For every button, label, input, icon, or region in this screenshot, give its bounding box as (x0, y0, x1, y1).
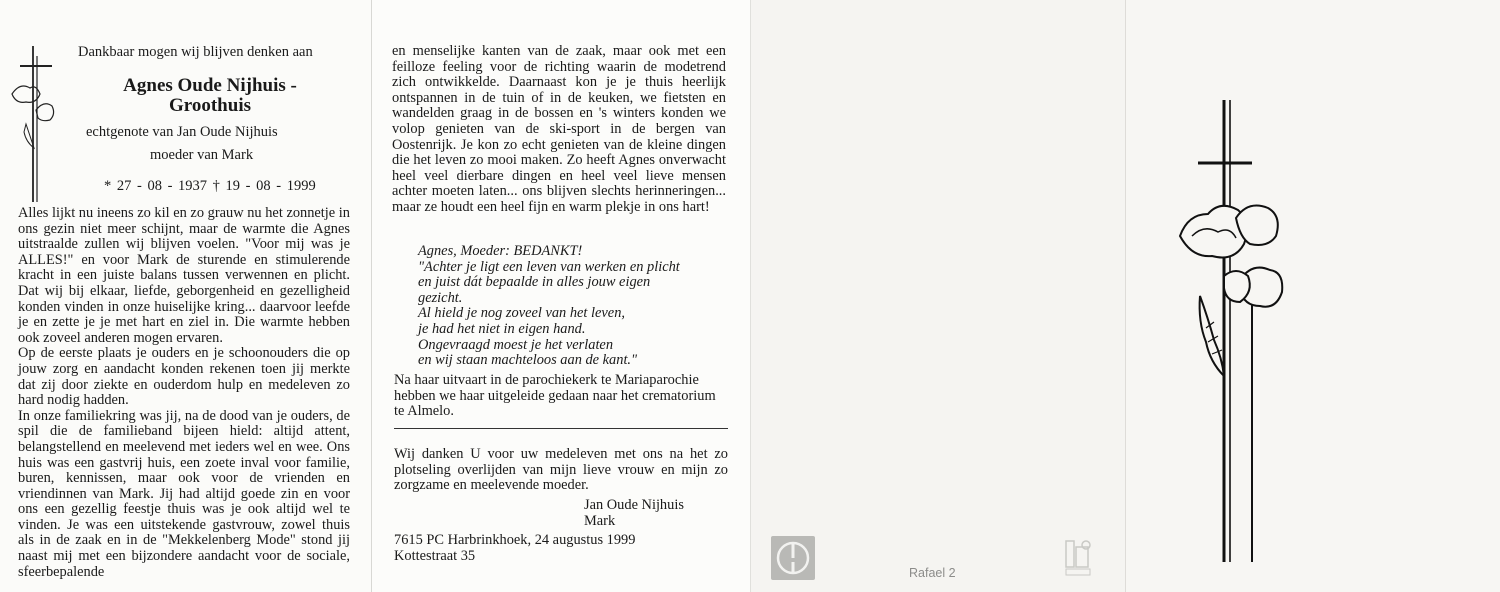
relation-mother: moeder van Mark (150, 147, 254, 163)
publisher-logo-icon (771, 536, 815, 580)
signatories (584, 498, 684, 529)
memorial-text-continued: en menselijke kanten van de zaak, maar ook met een feilloze feeling voor de richting waarin de modetrend zich ontwikkelde. Daarnaast kon je je thuis heerlijk ontspannen in de tuin of in de keuken, we fietsten en wandelden graag in de bossen en 's winters konden we volop genieten van de ski-sport in de bergen van Oostenrijk. Je kon zo echt genieten van de kleine dingen die het leven zo mooi maken. Zo heeft Agnes onverwacht heel veel dierbare dingen en heel veel lieve mensen achter moeten laten... ons blijven slechts herinneringen... maar ze houdt een heel fijn en warm plekje in ons hart! (392, 43, 726, 215)
thanks-text: Wij danken U voor uw medeleven met ons na het zo plotseling overlijden van mijn lieve vrouw en mijn zo zorgzame en meelevende moeder. (394, 446, 728, 494)
paragraph: Op de eerste plaats je ouders en je schoonouders die op jouw zorg en aandacht konden rekenen toen jij merkte dat zij door ziekte en ouderdom hulp en medeleven zo hard nodig hadden. (18, 345, 350, 409)
address-line: 7615 PC Harbrinkhoek, 24 augustus 1999 (394, 532, 636, 548)
front-cover (1125, 0, 1500, 592)
cross-with-roses-icon (1178, 96, 1318, 566)
paragraph: Alles lijkt nu ineens zo kil en zo grauw nu het zonnetje in ons gezin niet meer schijnt, maar de warmte die Agnes uitstraalde zullen wij blijven voelen. "Voor mij was je ALLES!" en voor Mark de sturende en stimulerende kracht in een juiste balans tussen verwennen en plicht. Dat wij bij elkaar, liefde, geborgenheid en gezelligheid konden vinden in onze huiselijke kring... daarvoor leefde je en zette je je met hart en ziel in. Die warmte hebben ook zoveel anderen mogen ervaren. (18, 205, 350, 346)
deceased-name (100, 76, 320, 116)
poem-line: gezicht. (418, 289, 463, 306)
address-line: Kottestraat 35 (394, 547, 476, 564)
poem-line: "Achter je ligt een leven van werken en plicht (418, 258, 680, 275)
poem-line: Al hield je nog zoveel van het leven, (418, 305, 625, 322)
left-page (0, 0, 372, 592)
intro-line: Dankbaar mogen wij blijven denken aan (78, 44, 313, 60)
signatory: Jan Oude Nijhuis (584, 497, 684, 513)
address (394, 533, 635, 564)
name-line-2: Groothuis (168, 95, 251, 116)
relation-spouse: echtgenote van Jan Oude Nijhuis (86, 124, 278, 140)
poem (418, 244, 730, 369)
name-line-1: Agnes Oude Nijhuis - (123, 75, 297, 96)
cross-with-flower-icon (6, 44, 66, 204)
design-name: Rafael 2 (909, 566, 956, 580)
poem-line: en wij staan machteloos aan de kant." (418, 352, 638, 369)
divider (394, 428, 728, 429)
poem-line: Ongevraagd moest je het verlaten (418, 336, 614, 353)
paragraph: In onze familiekring was jij, na de dood van je ouders, de spil die de familieband bijeen hield: altijd attent, belangstellend en meelevend met ieders wel en wee. Ons huis was een gastvrij huis, een zoete inval voor familie, buren, kennissen, maar ook voor de vrienden en vriendinnen van Mark. Jij had altijd goede zin en voor ons een gezellig feestje thuis was je ook altijd wel te vinden. Je was een uitstekende gastvrouw, zowel thuis als in de zaak en in de "Mekkelenberg Mode" stond jij naast mij met een bijzondere aandacht voor de sociale, sfeerbepalende (18, 407, 350, 580)
poem-line: Agnes, Moeder: BEDANKT! (418, 243, 583, 259)
poem-line: je had het niet in eigen hand. (418, 320, 586, 337)
signatory: Mark (584, 512, 616, 529)
printer-logo-icon (1064, 537, 1094, 577)
funeral-notice: Na haar uitvaart in de parochiekerk te Mariaparochie hebben we haar uitgeleide gedaan naar het crematorium te Almelo. (394, 372, 716, 420)
poem-line: en juist dát bepaalde in alles jouw eigen (418, 274, 651, 291)
back-page (750, 0, 1125, 592)
middle-page (372, 0, 750, 592)
birth-death-dates: * 27 - 08 - 1937 † 19 - 08 - 1999 (104, 178, 316, 194)
memorial-text (18, 206, 350, 580)
